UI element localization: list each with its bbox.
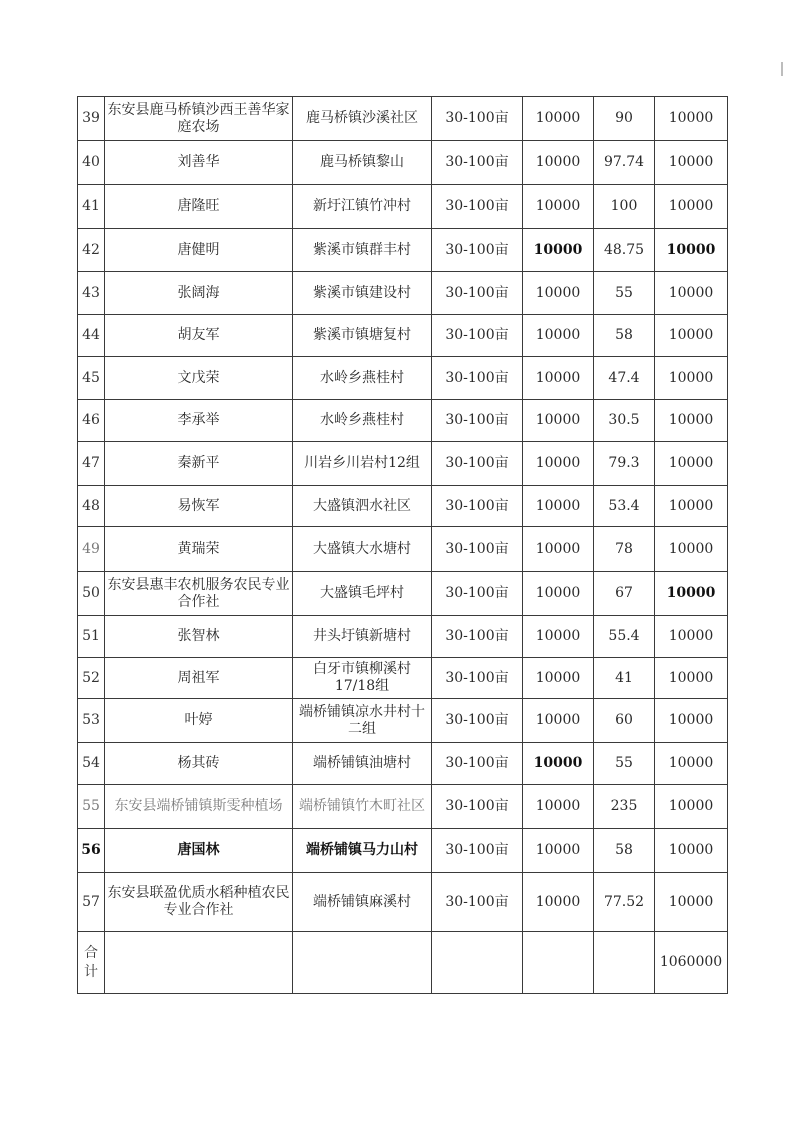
- table-body: [78, 97, 728, 994]
- cell-subsidy-standard: 10000: [523, 185, 594, 229]
- cell-subsidy-standard: 10000: [523, 141, 594, 185]
- cell-address: 大盛镇泗水社区: [293, 486, 432, 527]
- cell-subsidy-amount: 10000: [655, 357, 728, 400]
- cell-scale: 30-100亩: [432, 829, 523, 873]
- cell-area: 48.75: [594, 229, 655, 272]
- cell-subsidy-amount: 10000: [655, 616, 728, 658]
- cell-row-number: 42: [78, 229, 105, 272]
- cell-area: 58: [594, 829, 655, 873]
- table-row: [78, 97, 728, 141]
- cell-row-number: 41: [78, 185, 105, 229]
- table-row: [78, 486, 728, 527]
- table-row: [78, 743, 728, 785]
- cell-subsidy-standard: 10000: [523, 873, 594, 932]
- cell-scale: 30-100亩: [432, 315, 523, 357]
- cell-scale: 30-100亩: [432, 400, 523, 442]
- cell-applicant-name: 东安县惠丰农机服务农民专业合作社: [105, 572, 293, 616]
- cell-area: 55: [594, 743, 655, 785]
- cell-address: 紫溪市镇群丰村: [293, 229, 432, 272]
- cell-scale: 30-100亩: [432, 185, 523, 229]
- table-row: [78, 616, 728, 658]
- cell-applicant-name: 东安县端桥铺镇斯雯种植场: [105, 785, 293, 829]
- cell-scale: 30-100亩: [432, 357, 523, 400]
- cell-address: 水岭乡燕桂村: [293, 400, 432, 442]
- cell-subsidy-standard: 10000: [523, 658, 594, 699]
- cell-subsidy-amount: 10000: [655, 442, 728, 486]
- cell-applicant-name: 唐健明: [105, 229, 293, 272]
- cell-subsidy-standard: 10000: [523, 400, 594, 442]
- cell-area: 97.74: [594, 141, 655, 185]
- total-label: 合计: [78, 932, 105, 994]
- cell-applicant-name: 东安县鹿马桥镇沙西王善华家庭农场: [105, 97, 293, 141]
- cell-subsidy-amount: 10000: [655, 873, 728, 932]
- cell-applicant-name: 黄瑞荣: [105, 527, 293, 572]
- cell-applicant-name: 周祖军: [105, 658, 293, 699]
- cell-applicant-name: 杨其砖: [105, 743, 293, 785]
- cell-address: 新圩江镇竹冲村: [293, 185, 432, 229]
- cell-area: 55: [594, 272, 655, 315]
- cell-area: 47.4: [594, 357, 655, 400]
- cell-subsidy-amount: 10000: [655, 141, 728, 185]
- cell-row-number: 55: [78, 785, 105, 829]
- cell-subsidy-amount: 10000: [655, 743, 728, 785]
- cell-subsidy-amount: 10000: [655, 486, 728, 527]
- cell-scale: 30-100亩: [432, 141, 523, 185]
- table-row: [78, 699, 728, 743]
- cell-row-number: 39: [78, 97, 105, 141]
- cell-applicant-name: 秦新平: [105, 442, 293, 486]
- cell-scale: 30-100亩: [432, 743, 523, 785]
- cell-subsidy-amount: 10000: [655, 400, 728, 442]
- cell-scale: 30-100亩: [432, 785, 523, 829]
- table-row: [78, 658, 728, 699]
- cell-address: 紫溪市镇建设村: [293, 272, 432, 315]
- cell-subsidy-standard: 10000: [523, 229, 594, 272]
- cell-subsidy-amount: 10000: [655, 658, 728, 699]
- cell-scale: 30-100亩: [432, 442, 523, 486]
- table-row: [78, 873, 728, 932]
- cell-row-number: 43: [78, 272, 105, 315]
- cell-row-number: 44: [78, 315, 105, 357]
- cell-row-number: 48: [78, 486, 105, 527]
- cell-area: 100: [594, 185, 655, 229]
- cell-scale: 30-100亩: [432, 97, 523, 141]
- cell-area: 58: [594, 315, 655, 357]
- table-row: [78, 572, 728, 616]
- table-row: [78, 141, 728, 185]
- table-row: [78, 785, 728, 829]
- cell-applicant-name: 刘善华: [105, 141, 293, 185]
- cell-row-number: 56: [78, 829, 105, 873]
- total-amount: 1060000: [655, 932, 728, 994]
- cell-scale: 30-100亩: [432, 658, 523, 699]
- empty-cell: [432, 932, 523, 994]
- cell-subsidy-amount: 10000: [655, 699, 728, 743]
- cell-address: 端桥铺镇马力山村: [293, 829, 432, 873]
- cell-area: 235: [594, 785, 655, 829]
- cell-subsidy-standard: 10000: [523, 527, 594, 572]
- table-row: [78, 442, 728, 486]
- cell-subsidy-standard: 10000: [523, 743, 594, 785]
- cell-subsidy-amount: 10000: [655, 97, 728, 141]
- cell-applicant-name: 叶婷: [105, 699, 293, 743]
- cell-address: 端桥铺镇竹木町社区: [293, 785, 432, 829]
- cell-address: 端桥铺镇油塘村: [293, 743, 432, 785]
- cell-applicant-name: 李承举: [105, 400, 293, 442]
- cell-applicant-name: 唐隆旺: [105, 185, 293, 229]
- cell-subsidy-amount: 10000: [655, 315, 728, 357]
- cell-address: 大盛镇毛坪村: [293, 572, 432, 616]
- cell-row-number: 40: [78, 141, 105, 185]
- table-row: [78, 357, 728, 400]
- empty-cell: [105, 932, 293, 994]
- cell-subsidy-standard: 10000: [523, 572, 594, 616]
- cell-address: 鹿马桥镇沙溪社区: [293, 97, 432, 141]
- cell-subsidy-standard: 10000: [523, 829, 594, 873]
- cell-scale: 30-100亩: [432, 527, 523, 572]
- cell-row-number: 46: [78, 400, 105, 442]
- table-row: [78, 185, 728, 229]
- cell-applicant-name: 文戊荣: [105, 357, 293, 400]
- cell-subsidy-amount: 10000: [655, 272, 728, 315]
- table-row: [78, 272, 728, 315]
- cell-address: 大盛镇大水塘村: [293, 527, 432, 572]
- cell-subsidy-amount: 10000: [655, 572, 728, 616]
- table-row: [78, 400, 728, 442]
- cell-subsidy-amount: 10000: [655, 229, 728, 272]
- cell-address: 水岭乡燕桂村: [293, 357, 432, 400]
- cell-subsidy-standard: 10000: [523, 272, 594, 315]
- cell-area: 77.52: [594, 873, 655, 932]
- cell-scale: 30-100亩: [432, 229, 523, 272]
- table-row: [78, 315, 728, 357]
- cell-address: 紫溪市镇塘复村: [293, 315, 432, 357]
- cell-subsidy-amount: 10000: [655, 829, 728, 873]
- cell-row-number: 45: [78, 357, 105, 400]
- empty-cell: [594, 932, 655, 994]
- cell-scale: 30-100亩: [432, 699, 523, 743]
- cell-area: 55.4: [594, 616, 655, 658]
- table-row: [78, 829, 728, 873]
- cell-area: 41: [594, 658, 655, 699]
- cell-area: 60: [594, 699, 655, 743]
- cell-address: 白牙市镇柳溪村17/18组: [293, 658, 432, 699]
- cell-subsidy-standard: 10000: [523, 97, 594, 141]
- table-row: [78, 229, 728, 272]
- cell-subsidy-amount: 10000: [655, 185, 728, 229]
- cell-address: 端桥铺镇麻溪村: [293, 873, 432, 932]
- cell-subsidy-standard: 10000: [523, 486, 594, 527]
- cell-address: 川岩乡川岩村12组: [293, 442, 432, 486]
- cell-row-number: 50: [78, 572, 105, 616]
- cell-applicant-name: 胡友军: [105, 315, 293, 357]
- cell-applicant-name: 唐国林: [105, 829, 293, 873]
- cell-area: 78: [594, 527, 655, 572]
- cell-subsidy-amount: 10000: [655, 785, 728, 829]
- cell-applicant-name: 易恢军: [105, 486, 293, 527]
- cell-subsidy-standard: 10000: [523, 699, 594, 743]
- page-edge-mark: [781, 62, 783, 76]
- cell-subsidy-standard: 10000: [523, 357, 594, 400]
- cell-row-number: 53: [78, 699, 105, 743]
- empty-cell: [523, 932, 594, 994]
- cell-subsidy-standard: 10000: [523, 315, 594, 357]
- cell-subsidy-standard: 10000: [523, 616, 594, 658]
- cell-scale: 30-100亩: [432, 572, 523, 616]
- cell-row-number: 49: [78, 527, 105, 572]
- cell-area: 79.3: [594, 442, 655, 486]
- cell-row-number: 52: [78, 658, 105, 699]
- cell-subsidy-standard: 10000: [523, 442, 594, 486]
- cell-subsidy-amount: 10000: [655, 527, 728, 572]
- cell-area: 30.5: [594, 400, 655, 442]
- cell-address: 鹿马桥镇黎山: [293, 141, 432, 185]
- empty-cell: [293, 932, 432, 994]
- table-row: [78, 527, 728, 572]
- cell-subsidy-standard: 10000: [523, 785, 594, 829]
- cell-row-number: 54: [78, 743, 105, 785]
- cell-area: 53.4: [594, 486, 655, 527]
- cell-row-number: 51: [78, 616, 105, 658]
- cell-area: 67: [594, 572, 655, 616]
- subsidy-table: [77, 96, 728, 994]
- cell-scale: 30-100亩: [432, 486, 523, 527]
- cell-scale: 30-100亩: [432, 272, 523, 315]
- cell-area: 90: [594, 97, 655, 141]
- cell-scale: 30-100亩: [432, 616, 523, 658]
- cell-address: 井头圩镇新塘村: [293, 616, 432, 658]
- cell-row-number: 47: [78, 442, 105, 486]
- total-row: [78, 932, 728, 994]
- cell-row-number: 57: [78, 873, 105, 932]
- cell-applicant-name: 东安县联盈优质水稻种植农民专业合作社: [105, 873, 293, 932]
- cell-scale: 30-100亩: [432, 873, 523, 932]
- cell-applicant-name: 张智林: [105, 616, 293, 658]
- cell-address: 端桥铺镇凉水井村十二组: [293, 699, 432, 743]
- cell-applicant-name: 张阔海: [105, 272, 293, 315]
